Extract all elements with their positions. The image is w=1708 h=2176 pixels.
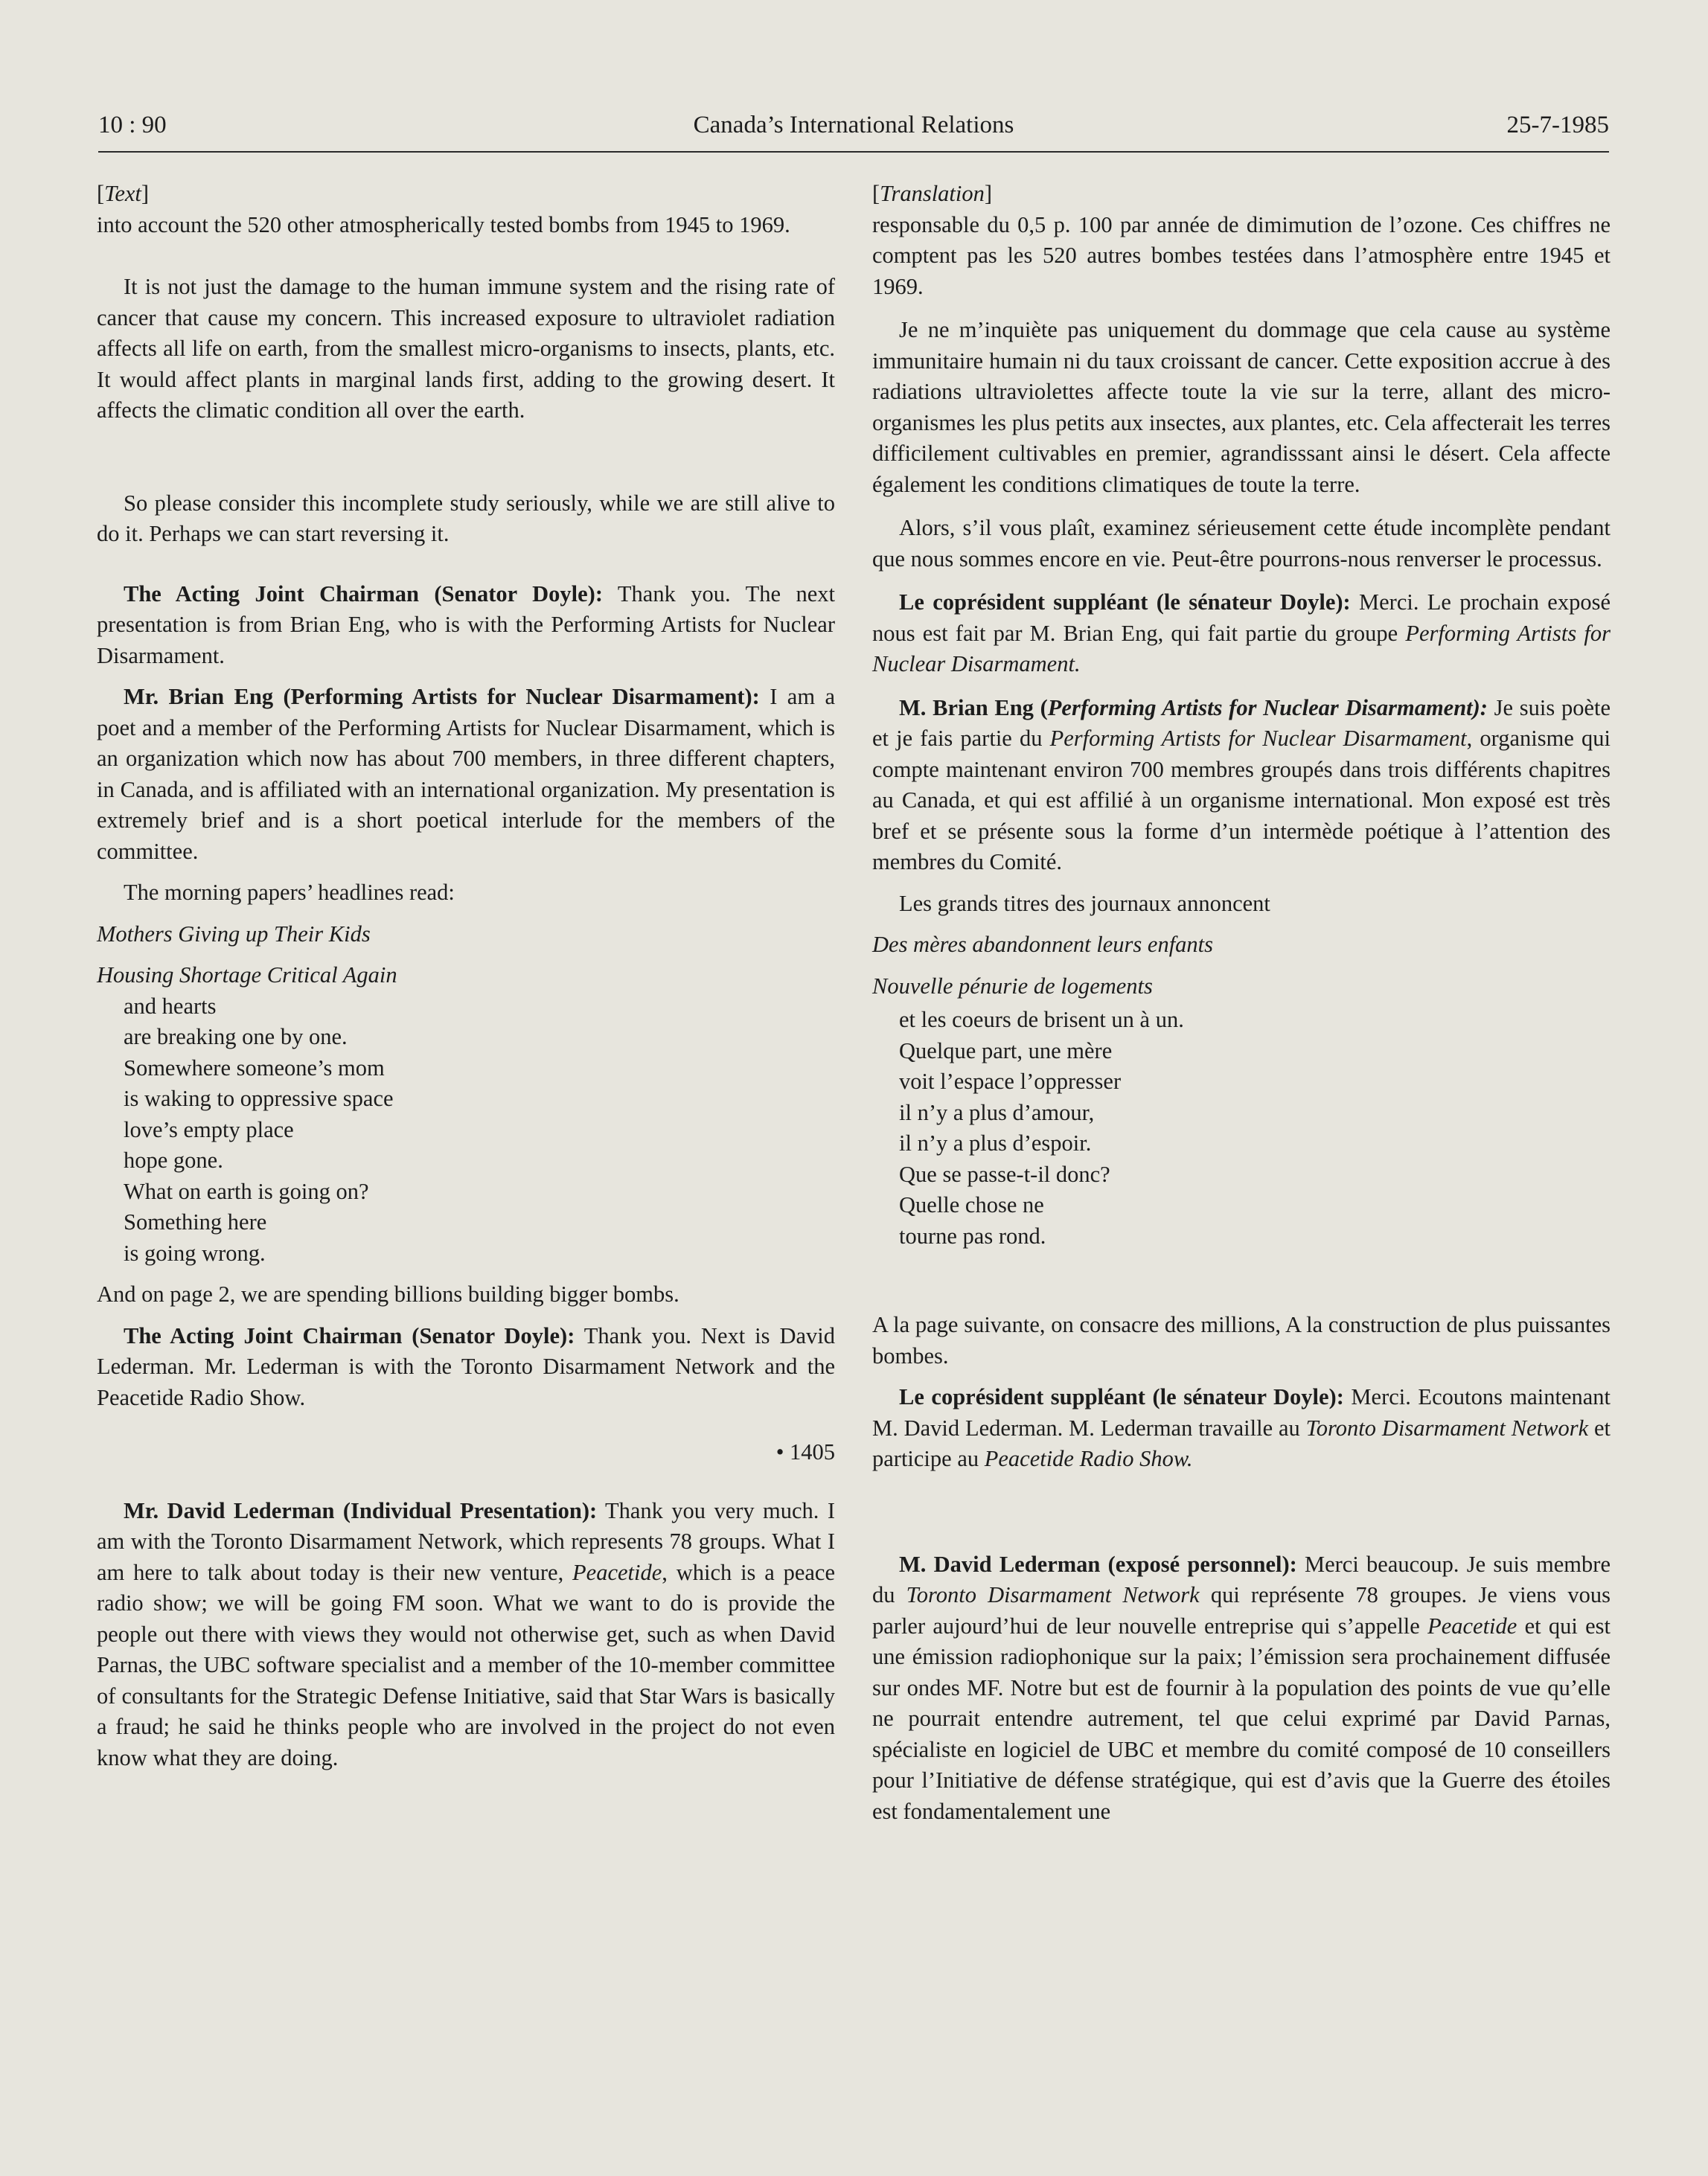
page-header (98, 112, 1609, 150)
poem-line: il n’y a plus d’amour, (899, 1099, 1095, 1125)
speaker-paragraph: Le coprésident suppléant (le sénateur Doyle): Merci. Le prochain exposé nous est fait par M. Brian Eng, qui fait partie du groupe Performing Artists for Nuclear Disarmament. (872, 589, 1611, 676)
speaker-paragraph: Le coprésident suppléant (le sénateur Doyle): Merci. Ecoutons maintenant M. David Lederman. M. Lederman travaille au Toronto Disarmament Network et participe au Peacetide Radio Show. (872, 1384, 1611, 1471)
speaker-paragraph: M. Brian Eng (Performing Artists for Nuclear Disarmament): Je suis poète et je fais partie du Performing Artists for Nuclear Disarmament, organisme qui compte maintenant environ 700 membres groupés dans trois différents chapitres au Canada, et qui est affilié à un organisme international. Mon exposé est très bref et se présente sous la forme d’un intermède poétique à l’attention des membres du Comité. (872, 694, 1611, 874)
paragraph: And on page 2, we are spending billions building bigger bombs. (97, 1281, 679, 1307)
poem (97, 991, 835, 1270)
poem-line: is going wrong. (124, 1240, 266, 1266)
poem-line: et les coeurs de brisent un à un. (899, 1007, 1184, 1032)
poem-line: are breaking one by one. (124, 1024, 348, 1049)
speaker-name: The Acting Joint Chairman (Senator Doyle): (124, 580, 603, 607)
header-rule (98, 151, 1609, 153)
paragraph: A la page suivante, on consacre des millions, A la construction de plus puissantes bombes. (872, 1312, 1611, 1369)
poem-line: and hearts (124, 993, 217, 1019)
speaker-name: Mr. Brian Eng (Performing Artists for Nuclear Disarmament): (124, 684, 760, 709)
french-column (872, 179, 1611, 1827)
poem-line: Something here (124, 1209, 267, 1235)
paragraph: So please consider this incomplete study seriously, while we are still alive to do it. Perhaps we can start reversing it. (97, 490, 835, 546)
poem-line: love’s empty place (124, 1116, 294, 1142)
speaker-name: The Acting Joint Chairman (Senator Doyle): (124, 1322, 575, 1348)
poem-line: What on earth is going on? (124, 1178, 369, 1204)
speaker-paragraph: Mr. Brian Eng (Performing Artists for Nuclear Disarmament): I am a poet and a member of the Performing Artists for Nuclear Disarmament, which is an organization which now has about 700 members, in three different chapters, in Canada, and is affiliated with an international organization. My presentation is extremely brief and is a short poetical interlude for the members of the committee. (97, 684, 835, 864)
paragraph: It is not just the damage to the human immune system and the rising rate of cancer that cause my concern. This increased exposure to ultraviolet radiation affects all life on earth, from the smallest micro-organisms to insects, plants, etc. It would affect plants in marginal lands first, adding to the growing desert. It affects the climatic condition all over the earth. (97, 274, 835, 423)
poem-line: Que se passe-t-il donc? (899, 1161, 1110, 1187)
poem-line: tourne pas rond. (899, 1223, 1046, 1249)
headline: Des mères abandonnent leurs enfants (872, 932, 1214, 957)
text-label: [Text] (97, 181, 150, 206)
poem-line: hope gone. (124, 1148, 223, 1173)
poem-line: voit l’espace l’oppresser (899, 1069, 1122, 1094)
time-marker: • 1405 (775, 1439, 835, 1465)
headline: Mothers Giving up Their Kids (97, 921, 371, 947)
paragraph: The morning papers’ headlines read: (124, 880, 455, 905)
speaker-paragraph: The Acting Joint Chairman (Senator Doyle): Thank you. The next presentation is from Brian Eng, who is with the Performing Artists for Nuclear Disarmament. (97, 580, 835, 668)
page-title: Canada’s International Relations (693, 112, 1014, 138)
poem-line: Quelque part, une mère (899, 1037, 1113, 1063)
paragraph: responsable du 0,5 p. 100 par année de dimimution de l’ozone. Ces chiffres ne comptent pas les 520 autres bombes testées dans l’atmosphère entre 1945 et 1969. (872, 211, 1611, 299)
speaker-name: Le coprésident suppléant (le sénateur Doyle): (899, 589, 1351, 615)
poem-line: Somewhere someone’s mom (124, 1055, 385, 1081)
poem (872, 1005, 1611, 1252)
page-number: 10 : 90 (98, 112, 167, 138)
paragraph: Alors, s’il vous plaît, examinez sérieusement cette étude incomplète pendant que nous sommes encore en vie. Peut-être pourrons-nous renverser le processus. (872, 515, 1611, 572)
speaker-name: M. David Lederman (exposé personnel): (899, 1551, 1297, 1577)
paragraph: into account the 520 other atmospherically tested bombs from 1945 to 1969. (97, 211, 790, 237)
headline: Nouvelle pénurie de logements (872, 973, 1153, 999)
speaker-name: Le coprésident suppléant (le sénateur Doyle): (899, 1384, 1344, 1409)
speaker-paragraph: M. David Lederman (exposé personnel): Merci beaucoup. Je suis membre du Toronto Disarmament Network qui représente 78 groupes. Je viens vous parler aujourd’hui de leur nouvelle entreprise qui s’appelle Peacetide et qui est une émission radiophonique sur la paix; l’émission sera prochainement diffusée sur ondes MF. Notre but est de fournir à la population des points de vue qu’elle ne pourrait entendre autrement, tel que celui exprimé par David Parnas, spécialiste en logiciel de UBC et membre du comité composé de 10 conseillers pour l’Initiative de défense stratégique, qui est d’avis que la Guerre des étoiles est fondamentalement une (872, 1551, 1611, 1824)
paragraph: Je ne m’inquiète pas uniquement du dommage que cela cause au système immunitaire humain ni du taux croissant de cancer. Cette exposition accrue à des radiations ultraviolettes affecte toute la vie sur la terre, allant des micro-organismes les plus petits aux insectes, aux plantes, etc. Cela affecterait les terres difficilement cultivables en premier, agrandisssant ainsi le désert. Cela affecte également les conditions climatiques de toute la terre. (872, 317, 1611, 497)
translation-label: [Translation] (872, 181, 993, 206)
speaker-paragraph: The Acting Joint Chairman (Senator Doyle): Thank you. Next is David Lederman. Mr. Lederman is with the Toronto Disarmament Network and the Peacetide Radio Show. (97, 1322, 835, 1410)
poem-line: is waking to oppressive space (124, 1086, 394, 1111)
speaker-name: M. Brian Eng ( (899, 694, 1048, 720)
poem-line: il n’y a plus d’espoir. (899, 1130, 1092, 1156)
page-date: 25-7-1985 (1506, 112, 1609, 138)
poem-line: Quelle chose ne (899, 1192, 1044, 1217)
english-column (97, 179, 835, 1773)
speaker-name: Mr. David Lederman (Individual Presentation): (124, 1497, 598, 1523)
headline: Housing Shortage Critical Again (97, 962, 397, 988)
speaker-paragraph: Mr. David Lederman (Individual Presentation): Thank you very much. I am with the Toronto Disarmament Network, which represents 78 groups. What I am here to talk about today is their new venture, Peacetide, which is a peace radio show; we will be going FM soon. What we want to do is provide the people out there with views they would not otherwise get, such as when David Parnas, the UBC software specialist and a member of the 10-member committee of consultants for the Strategic Defense Initiative, said that Star Wars is basically a fraud; he said he thinks people who are involved in the project do not even know what they are doing. (97, 1497, 835, 1770)
paragraph: Les grands titres des journaux annoncent (899, 890, 1270, 916)
